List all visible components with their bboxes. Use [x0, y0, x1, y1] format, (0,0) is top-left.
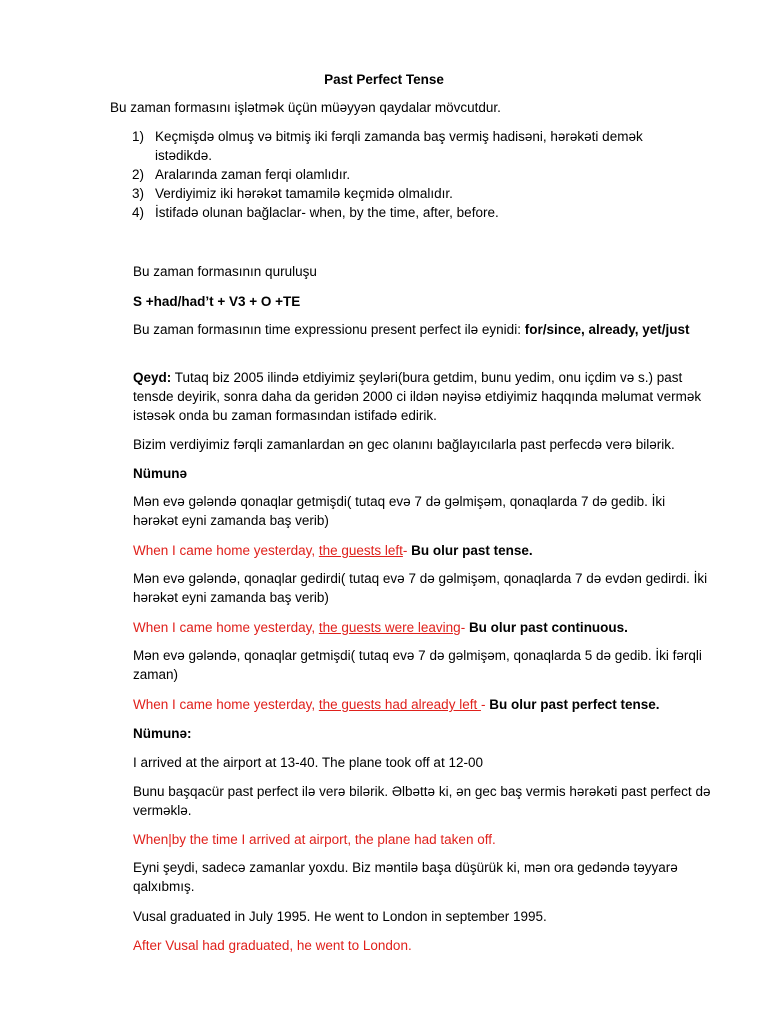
example-english	[133, 541, 713, 560]
example-underlined-text: the guests left	[318, 543, 403, 558]
note-paragraph	[133, 368, 713, 425]
example-red-text: When I came home yesterday,	[133, 620, 319, 635]
example-label: Bu olur past tense.	[411, 543, 533, 558]
example-label: Bu olur past perfect tense.	[489, 697, 660, 712]
example-underlined-text: the guests were leaving	[318, 620, 461, 635]
combine-note: Bunu başqacür past perfect ilə verə bilərik. Əlbəttə ki, ən gec baş vermis hərəkəti past perfect də verməklə.	[133, 784, 711, 818]
example-dash: -	[460, 620, 469, 635]
example-azeri: Mən evə gələndə, qonaqlar gedirdi( tutaq evə 7 də gəlmişəm, qonaqlarda 7 də evdən gedirdi. İki hərəkət eyni zamanda baş verib)	[133, 571, 708, 605]
example-heading: Nümunə	[133, 466, 187, 481]
time-expression-text: Bu zaman formasının time expressionu present perfect ilə eynidi:	[133, 322, 525, 337]
formula: S +had/had’t + V3 + O +TE	[133, 294, 301, 309]
list-item	[110, 165, 670, 184]
conjunction-note: Bizim verdiyimiz fərqli zamanlardan ən gec olanını bağlayıcılarla past perfecdə verə bilərik.	[133, 437, 675, 452]
list-number: 1)	[132, 129, 145, 144]
example-english	[133, 695, 713, 714]
list-number: 4)	[132, 205, 145, 220]
example-red-text: When I came home yesterday,	[133, 543, 319, 558]
list-text: İstifadə olunan bağlaclar- when, by the time, after, before.	[155, 205, 499, 220]
time-expression-paragraph	[133, 320, 713, 339]
rules-list	[110, 127, 670, 222]
example-underlined-text: the guests had already left	[318, 697, 481, 712]
example-azeri: Mən evə gələndə, qonaqlar getmişdi( tutaq evə 7 də gəlmişəm, qonaqlarda 5 də gedib. İki fərqli zaman)	[133, 648, 702, 682]
vusal-red-sentence: After Vusal had graduated, he went to London.	[133, 938, 412, 953]
list-item	[110, 127, 670, 165]
list-number: 3)	[132, 186, 145, 201]
note-label: Qeyd:	[133, 370, 172, 385]
structure-heading: Bu zaman formasının quruluşu	[133, 264, 317, 279]
example-label: Bu olur past continuous.	[468, 620, 628, 635]
airport-sentence: I arrived at the airport at 13-40. The plane took off at 12-00	[133, 755, 483, 770]
time-expression-words: for/since, already, yet/just	[524, 322, 690, 337]
list-item	[110, 203, 670, 222]
example-azeri: Mən evə gələndə qonaqlar getmişdi( tutaq evə 7 də gəlmişəm, qonaqlarda 7 də gedib. İki hərəkət eyni zamanda baş verib)	[133, 494, 666, 528]
example-dash: -	[402, 543, 412, 558]
example-dash: -	[480, 697, 490, 712]
list-text: Aralarında zaman ferqi olamlıdır.	[155, 167, 351, 182]
example-english	[133, 618, 713, 637]
list-text: Verdiyimiz iki hərəkət tamamilə keçmidə olmalıdır.	[155, 186, 453, 201]
list-item	[110, 184, 670, 203]
page-title: Past Perfect Tense	[324, 72, 444, 87]
example2-heading: Nümunə:	[133, 726, 192, 741]
list-text: Keçmişdə olmuş və bitmiş iki fərqli zamanda baş vermiş hadisəni, hərəkəti demək istədikdə.	[155, 129, 643, 163]
vusal-sentence: Vusal graduated in July 1995. He went to London in september 1995.	[133, 909, 547, 924]
airport-red-sentence: When|by the time I arrived at airport, the plane had taken off.	[133, 832, 496, 847]
example-red-text: When I came home yesterday,	[133, 697, 319, 712]
list-number: 2)	[132, 167, 145, 182]
same-note: Eyni şeydi, sadecə zamanlar yoxdu. Biz məntilə başa düşürük ki, mən ora gedəndə təyyarə qalxıbmış.	[133, 860, 678, 894]
intro-text: Bu zaman formasını işlətmək üçün müəyyən qaydalar mövcutdur.	[110, 100, 501, 115]
note-text: Tutaq biz 2005 ilində etdiyimiz şeyləri(bura getdim, bunu yedim, onu içdim və s.) past tensde deyirik, sonra daha da geridən 2000 ci ildən nəyisə etdiyimiz haqqında məlumat vermək istəsək onda bu zaman formasından istifadə edirik.	[133, 370, 702, 423]
